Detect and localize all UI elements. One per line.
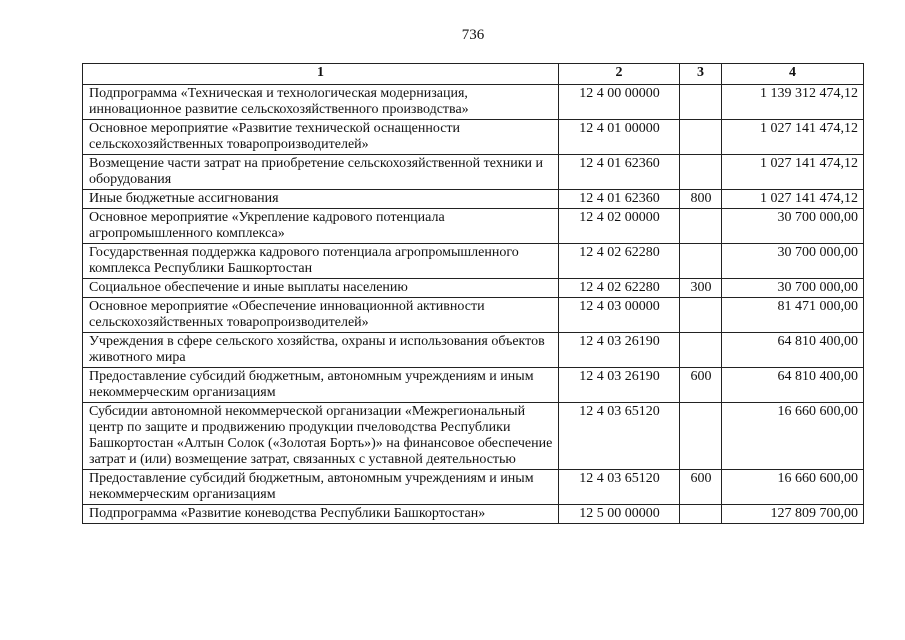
table-row	[83, 470, 864, 505]
header-col-4: 4	[722, 64, 864, 85]
table-row	[83, 190, 864, 209]
row-type: 300	[680, 279, 722, 298]
table-row	[83, 85, 864, 120]
table-row	[83, 120, 864, 155]
row-name: Основное мероприятие «Обеспечение инновационной активности сельскохозяйственных товаропроизводителей»	[83, 298, 559, 333]
row-name: Социальное обеспечение и иные выплаты населению	[83, 279, 559, 298]
row-type	[680, 155, 722, 190]
row-name: Государственная поддержка кадрового потенциала агропромышленного комплекса Республики Башкортостан	[83, 244, 559, 279]
page-number: 736	[461, 27, 485, 43]
table-row	[83, 298, 864, 333]
row-code: 12 4 02 00000	[559, 209, 680, 244]
row-code: 12 5 00 00000	[559, 505, 680, 524]
row-amount: 1 139 312 474,12	[722, 85, 864, 120]
table-row	[83, 368, 864, 403]
header-row	[83, 64, 864, 85]
row-name: Учреждения в сфере сельского хозяйства, охраны и использования объектов животного мира	[83, 333, 559, 368]
row-code: 12 4 03 65120	[559, 403, 680, 470]
row-name: Основное мероприятие «Развитие технической оснащенности сельскохозяйственных товаропроизводителей»	[83, 120, 559, 155]
row-amount: 64 810 400,00	[722, 333, 864, 368]
row-amount: 30 700 000,00	[722, 244, 864, 279]
row-name: Предоставление субсидий бюджетным, автономным учреждениям и иным некоммерческим организациям	[83, 470, 559, 505]
row-type	[680, 333, 722, 368]
table-row	[83, 244, 864, 279]
table-row	[83, 505, 864, 524]
row-code: 12 4 03 65120	[559, 470, 680, 505]
row-name: Предоставление субсидий бюджетным, автономным учреждениям и иным некоммерческим организациям	[83, 368, 559, 403]
row-name: Иные бюджетные ассигнования	[83, 190, 559, 209]
row-code: 12 4 03 26190	[559, 333, 680, 368]
row-type	[680, 209, 722, 244]
row-amount: 16 660 600,00	[722, 470, 864, 505]
row-type	[680, 244, 722, 279]
row-amount: 1 027 141 474,12	[722, 155, 864, 190]
table-row	[83, 333, 864, 368]
row-amount: 64 810 400,00	[722, 368, 864, 403]
row-name: Подпрограмма «Техническая и технологическая модернизация, инновационное развитие сельскохозяйственного производства»	[83, 85, 559, 120]
row-type: 600	[680, 368, 722, 403]
row-amount: 16 660 600,00	[722, 403, 864, 470]
row-amount: 1 027 141 474,12	[722, 120, 864, 155]
row-type	[680, 85, 722, 120]
row-type	[680, 120, 722, 155]
table-body	[83, 85, 864, 524]
row-code: 12 4 00 00000	[559, 85, 680, 120]
row-amount: 81 471 000,00	[722, 298, 864, 333]
row-code: 12 4 02 62280	[559, 244, 680, 279]
row-type	[680, 505, 722, 524]
budget-table	[82, 63, 864, 524]
table-row	[83, 209, 864, 244]
table-header	[83, 64, 864, 85]
row-code: 12 4 03 00000	[559, 298, 680, 333]
row-amount: 127 809 700,00	[722, 505, 864, 524]
row-amount: 30 700 000,00	[722, 209, 864, 244]
row-type	[680, 403, 722, 470]
table-row	[83, 155, 864, 190]
row-amount: 30 700 000,00	[722, 279, 864, 298]
table-row	[83, 403, 864, 470]
row-name: Основное мероприятие «Укрепление кадрового потенциала агропромышленного комплекса»	[83, 209, 559, 244]
row-type: 600	[680, 470, 722, 505]
header-col-2: 2	[559, 64, 680, 85]
row-code: 12 4 02 62280	[559, 279, 680, 298]
row-code: 12 4 01 00000	[559, 120, 680, 155]
row-type	[680, 298, 722, 333]
row-code: 12 4 01 62360	[559, 155, 680, 190]
table-row	[83, 279, 864, 298]
row-name: Субсидии автономной некоммерческой организации «Межрегиональный центр по защите и продвижению продукции пчеловодства Республики Башкортостан «Алтын Солок («Золотая Борть»)» на финансовое обеспечение затрат и (или) возмещение затрат, связанных с уставной деятельностью	[83, 403, 559, 470]
row-amount: 1 027 141 474,12	[722, 190, 864, 209]
row-code: 12 4 03 26190	[559, 368, 680, 403]
row-name: Возмещение части затрат на приобретение сельскохозяйственной техники и оборудования	[83, 155, 559, 190]
header-col-1: 1	[83, 64, 559, 85]
row-name: Подпрограмма «Развитие коневодства Республики Башкортостан»	[83, 505, 559, 524]
header-col-3: 3	[680, 64, 722, 85]
row-code: 12 4 01 62360	[559, 190, 680, 209]
row-type: 800	[680, 190, 722, 209]
